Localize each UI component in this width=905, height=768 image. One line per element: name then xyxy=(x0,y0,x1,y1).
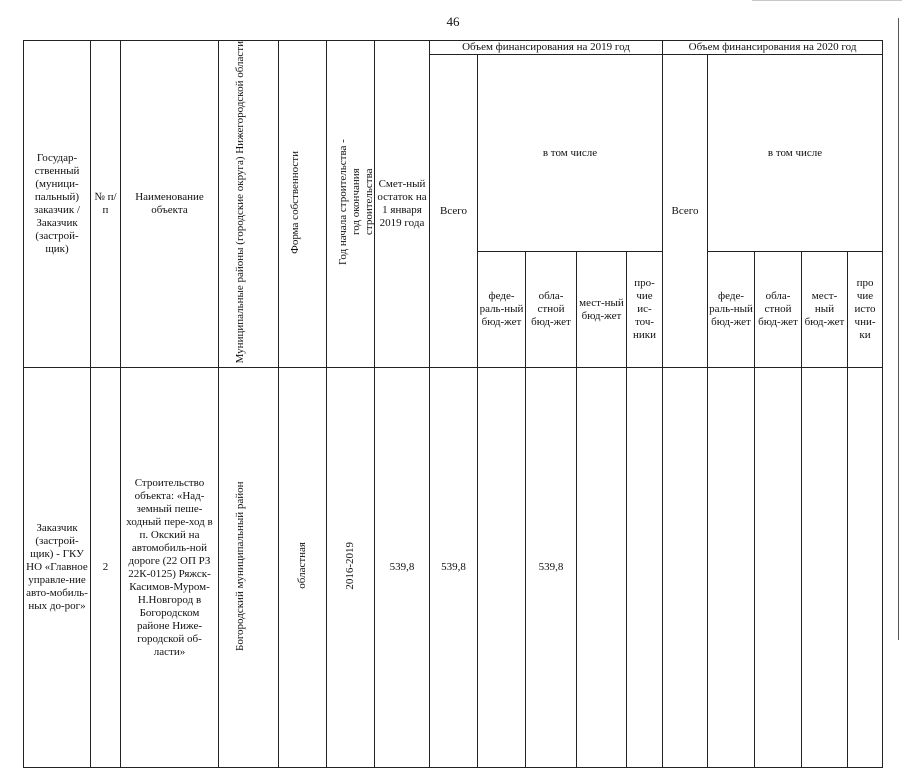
header-municipal-district: Муниципальные районы (городские округа) Нижегородской области xyxy=(233,41,246,364)
header-total-2020: Всего xyxy=(663,55,708,368)
header-estimated-balance: Смет-ный остаток на 1 января 2019 года xyxy=(375,41,430,368)
row-years: 2016-2019 xyxy=(344,541,356,590)
row-ownership: областная xyxy=(296,542,308,590)
header-local-2019: мест-ный бюд-жет xyxy=(577,252,627,368)
header-local-2020: мест-ный бюд-жет xyxy=(802,252,848,368)
row-regional-2019: 539,8 xyxy=(526,368,577,768)
row-federal-2019 xyxy=(478,368,526,768)
row-num: 2 xyxy=(91,368,121,768)
header-ownership: Форма собственности xyxy=(288,150,301,254)
header-other-2019: про-чие ис-точ-ники xyxy=(627,252,663,368)
header-object-name: Наименование объекта xyxy=(121,41,219,368)
row-total-2020 xyxy=(663,368,708,768)
row-regional-2020 xyxy=(755,368,802,768)
row-municipal-district: Богородский муниципальный район xyxy=(233,481,246,651)
row-local-2019 xyxy=(577,368,627,768)
header-municipal-district-cell xyxy=(219,41,279,368)
scan-artifact-line xyxy=(752,0,902,1)
header-financing-2019: Объем финансирования на 2019 год xyxy=(430,41,663,55)
row-ownership-cell xyxy=(279,368,327,768)
header-including-2019: в том числе xyxy=(478,55,663,252)
row-federal-2020 xyxy=(708,368,755,768)
header-years-cell xyxy=(327,41,375,368)
header-federal-2020: феде-раль-ный бюд-жет xyxy=(708,252,755,368)
header-regional-2019: обла-стной бюд-жет xyxy=(526,252,577,368)
scan-edge-line xyxy=(898,18,899,640)
row-municipal-district-cell xyxy=(219,368,279,768)
header-federal-2019: феде-раль-ный бюд-жет xyxy=(478,252,526,368)
row-other-2020 xyxy=(848,368,883,768)
row-customer: Заказчик (застрой-щик) - ГКУ НО «Главное управле-ние авто-мобиль-ных до-рог» xyxy=(24,368,91,768)
header-total-2019: Всего xyxy=(430,55,478,368)
table-row xyxy=(24,368,883,768)
header-years: Год начала строительства - год окончания строительства xyxy=(336,139,375,266)
row-estimated-balance: 539,8 xyxy=(375,368,430,768)
row-total-2019: 539,8 xyxy=(430,368,478,768)
header-including-2020: в том числе xyxy=(708,55,883,252)
header-financing-2020: Объем финансирования на 2020 год xyxy=(663,41,883,55)
row-other-2019 xyxy=(627,368,663,768)
header-other-2020: про чие исто чни-ки xyxy=(848,252,883,368)
header-ownership-cell xyxy=(279,41,327,368)
page-number: 46 xyxy=(446,14,460,29)
row-object-name: Строительство объекта: «Над-земный пеше-ходный пере-ход в п. Окский на автомобиль-ной дороге (22 ОП РЗ 22К-0125) Ряжск-Касимов-Муром-Н.Новгород в Богородском районе Ниже-городской об-ласти» xyxy=(121,368,219,768)
header-num: № п/п xyxy=(91,41,121,368)
financing-table xyxy=(23,40,883,768)
row-years-cell xyxy=(327,368,375,768)
header-regional-2020: обла-стной бюд-жет xyxy=(755,252,802,368)
row-local-2020 xyxy=(802,368,848,768)
header-customer: Государ-ственный (муници-пальный) заказчик / Заказчик (застрой-щик) xyxy=(24,41,91,368)
